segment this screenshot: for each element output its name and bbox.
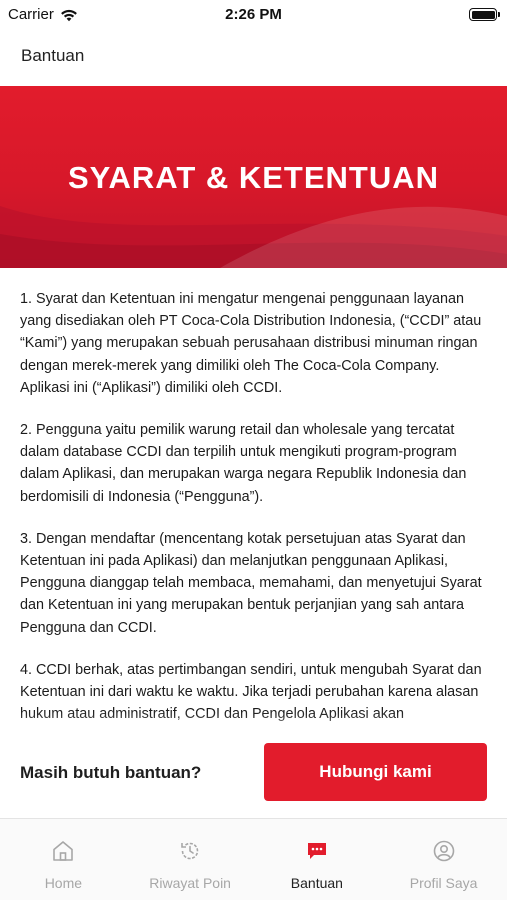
status-time: 2:26 PM: [225, 6, 282, 23]
tab-home-label: Home: [44, 875, 83, 891]
terms-hero-banner: [0, 86, 507, 268]
app-header: [0, 30, 507, 86]
terms-paragraph: 4. CCDI berhak, atas pertimbangan sendiri, untuk mengubah Syarat dan Ketentuan ini dari waktu ke waktu. Jika terjadi perubahan karena alasan hukum atau administratif, CCDI dan Pengelola Aplikasi akan: [20, 661, 482, 723]
terms-paragraph: 3. Dengan mendaftar (mencentang kotak persetujuan atas Syarat dan Ketentuan ini pada Aplikasi) dan melanjutkan penggunaan Aplikasi, Pengguna dianggap telah membaca, memahami, dan menyetujui Syarat dan Ketentuan ini yang merupakan bentuk perjanjian yang sah antara Pengguna dan CCDI.: [20, 530, 482, 636]
bottom-tab-bar: [0, 818, 507, 900]
profile-icon: [432, 839, 456, 863]
battery-icon: [469, 8, 497, 21]
hero-title: SYARAT & KETENTUAN: [67, 160, 440, 195]
tab-profil-saya-label: Profil Saya: [409, 875, 478, 891]
terms-content[interactable]: [0, 268, 507, 730]
tab-home[interactable]: [0, 819, 127, 900]
help-bar: [0, 730, 507, 818]
carrier-label: Carrier: [8, 6, 54, 23]
status-bar: [0, 0, 507, 30]
contact-us-button[interactable]: Hubungi kami: [264, 743, 487, 801]
history-icon: [178, 839, 202, 863]
tab-riwayat-poin[interactable]: [127, 819, 254, 900]
chat-icon: [305, 839, 329, 863]
terms-paragraph: 2. Pengguna yaitu pemilik warung retail dan wholesale yang tercatat dalam database CCDI dan terpilih untuk mengikuti program-program dalam Aplikasi, dan merupakan warga negara Republik Indonesia dan berdomisili di Indonesia (“Pengguna”).: [20, 422, 467, 505]
terms-paragraph: 1. Syarat dan Ketentuan ini mengatur mengenai penggunaan layanan yang disediakan oleh PT Coca-Cola Distribution Indonesia, (“CCDI” atau “Kami”) yang merupakan sebuah perusahaan distribusi minuman ringan dengan merek-merek yang dimiliki oleh The Coca-Cola Company. Aplikasi ini (“Aplikasi”) dimiliki oleh CCDI.: [20, 291, 482, 396]
help-question: Masih butuh bantuan?: [20, 763, 202, 782]
tab-riwayat-poin-label: Riwayat Poin: [149, 875, 231, 891]
page-title: Bantuan: [21, 46, 85, 65]
tab-profil-saya[interactable]: [380, 819, 507, 900]
tab-bantuan[interactable]: [254, 819, 381, 900]
tab-bantuan-label: Bantuan: [290, 875, 343, 891]
home-icon: [51, 839, 75, 863]
